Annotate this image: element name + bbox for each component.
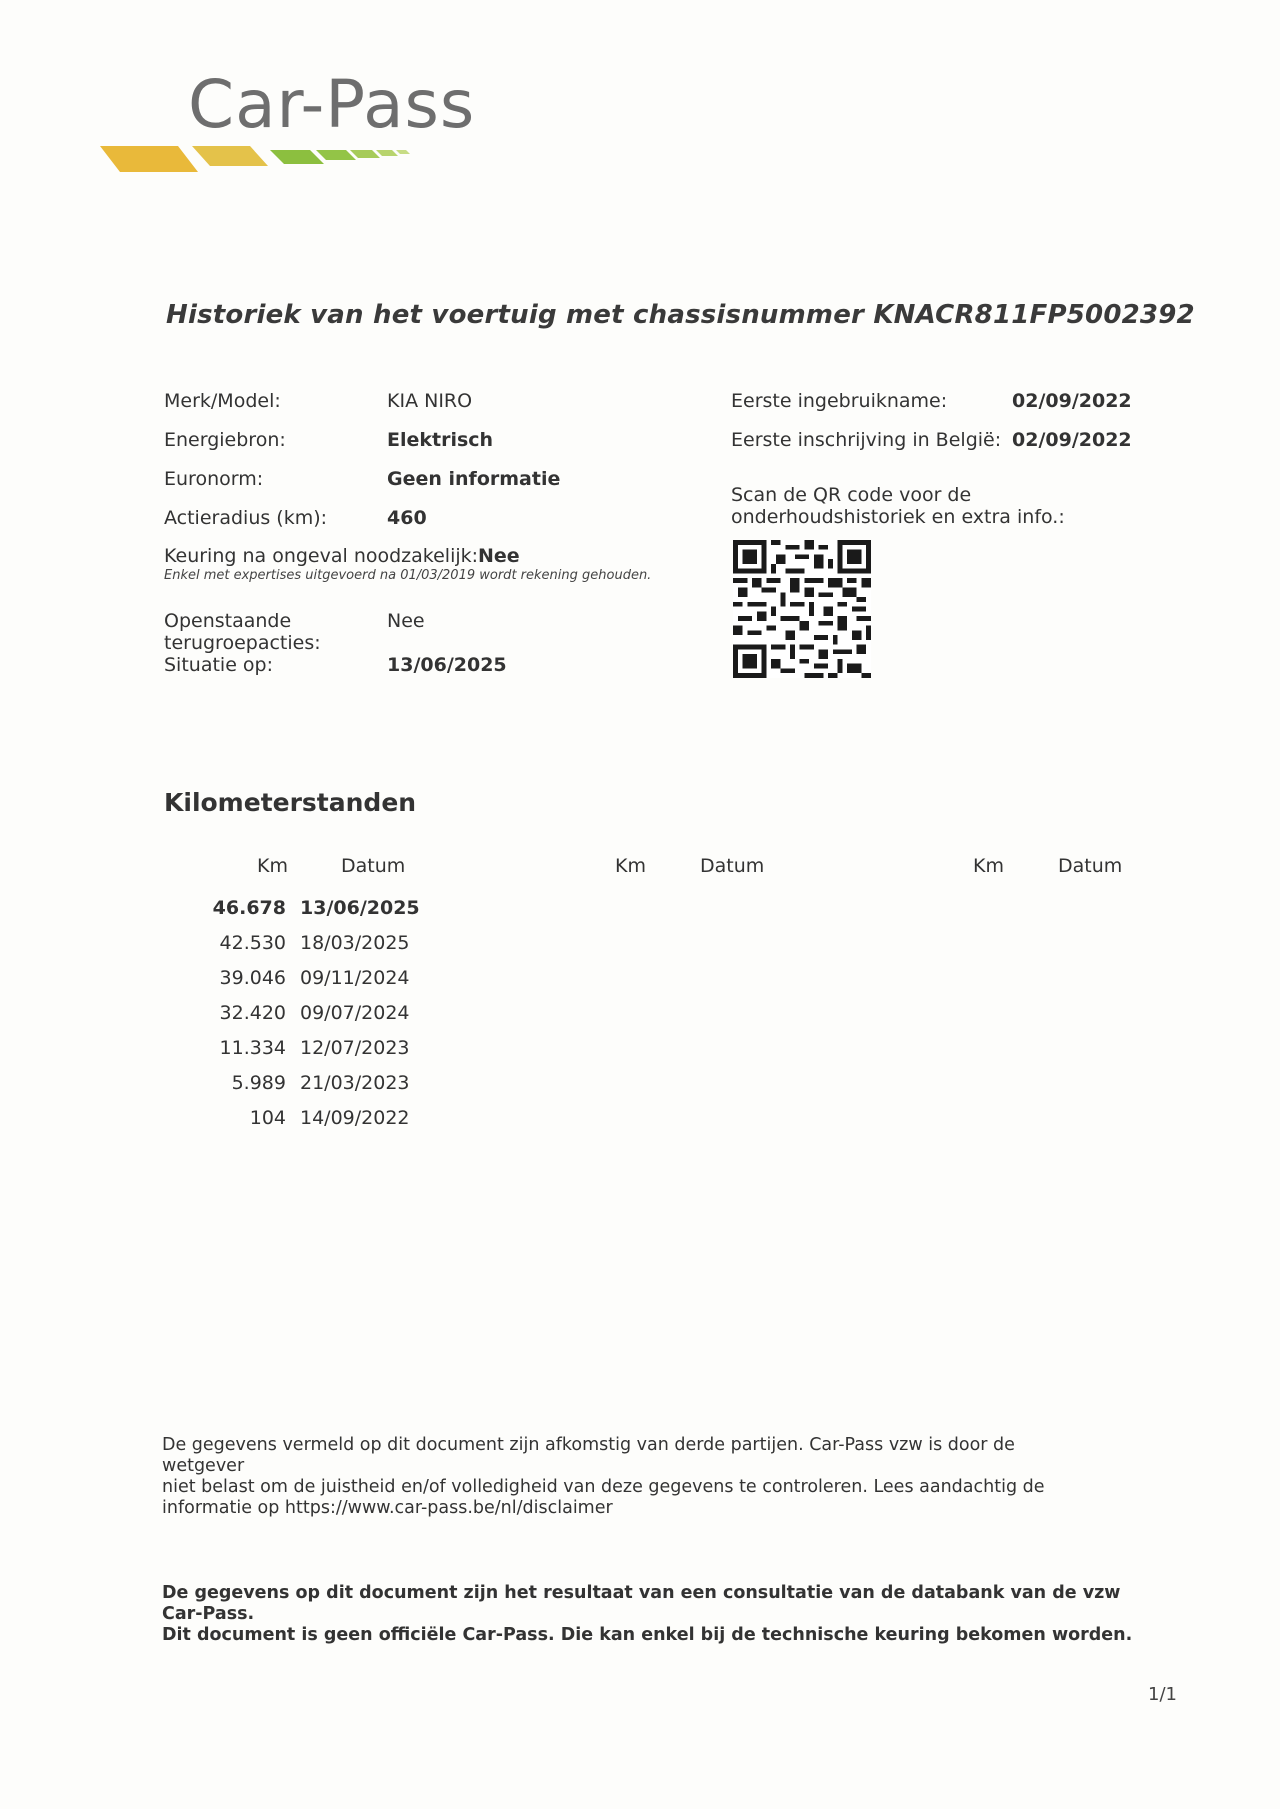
- page-title: Historiek van het voertuig met chassisnummer KNACR811FP5002392: [166, 300, 1195, 330]
- notice-line: Dit document is geen officiële Car-Pass. Die kan enkel bij de technische keuring bekomen worden.: [162, 1625, 1133, 1645]
- mileage-col-date-2: Datum: [700, 855, 765, 877]
- table-row: [176, 960, 420, 995]
- first-use-value: 02/09/2022: [1012, 390, 1132, 412]
- inspection-note: Enkel met expertises uitgevoerd na 01/03/2019 wordt rekening gehouden.: [164, 568, 652, 583]
- table-row: [176, 925, 420, 960]
- disclaimer-line: informatie op https://www.car-pass.be/nl/disclaimer: [162, 1498, 613, 1518]
- mileage-col-km-1: Km: [257, 855, 288, 877]
- page-number: 1/1: [1148, 1684, 1177, 1705]
- mileage-col-date-3: Datum: [1058, 855, 1123, 877]
- table-row: [176, 1030, 420, 1065]
- first-registration-value: 02/09/2022: [1012, 429, 1132, 451]
- mileage-date: 18/03/2025: [300, 931, 410, 954]
- table-row: [176, 1065, 420, 1100]
- mileage-date: 12/07/2023: [300, 1036, 410, 1059]
- mileage-section-title: Kilometerstanden: [164, 788, 417, 817]
- table-row: [176, 1100, 420, 1135]
- mileage-km: 46.678: [212, 896, 286, 919]
- mileage-col-date-1: Datum: [341, 855, 406, 877]
- energy-label: Energiebron:: [164, 429, 286, 451]
- mileage-date: 13/06/2025: [300, 896, 420, 919]
- mileage-km: 5.989: [231, 1071, 286, 1094]
- inspection-label: Keuring na ongeval noodzakelijk:: [164, 545, 479, 567]
- mileage-date: 21/03/2023: [300, 1071, 410, 1094]
- notice-line: De gegevens op dit document zijn het resultaat van een consultatie van de databank van de vzw Car-Pass.: [162, 1583, 1121, 1624]
- mileage-col-km-2: Km: [615, 855, 646, 877]
- mileage-col-km-3: Km: [973, 855, 1004, 877]
- euronorm-value: Geen informatie: [387, 468, 561, 490]
- range-value: 460: [387, 507, 427, 529]
- car-pass-logo-stripes-icon: [100, 142, 440, 176]
- range-label: Actieradius (km):: [164, 507, 328, 529]
- official-notice: [162, 1583, 1142, 1646]
- first-registration-label: Eerste inschrijving in België:: [731, 429, 1002, 451]
- mileage-km: 11.334: [219, 1036, 286, 1059]
- table-row: [176, 995, 420, 1030]
- first-use-label: Eerste ingebruikname:: [731, 390, 948, 412]
- disclaimer-line: De gegevens vermeld op dit document zijn afkomstig van derde partijen. Car-Pass vzw is door de wetgever: [162, 1435, 1015, 1476]
- mileage-km: 104: [249, 1106, 286, 1129]
- recalls-label-line1: Openstaande: [164, 610, 292, 632]
- mileage-km: 39.046: [219, 966, 286, 989]
- brand-model-value: KIA NIRO: [387, 390, 473, 412]
- disclaimer-line: niet belast om de juistheid en/of volledigheid van deze gegevens te controleren. Lees aandachtig de: [162, 1477, 1045, 1497]
- recalls-label-line2: terugroepacties:: [164, 632, 321, 654]
- situation-label: Situatie op:: [164, 654, 274, 676]
- qr-code-icon[interactable]: [733, 540, 871, 678]
- mileage-table: [176, 890, 420, 1135]
- qr-instruction-line1: Scan de QR code voor de: [731, 484, 972, 506]
- car-pass-logo-text: Car-Pass: [188, 66, 476, 143]
- inspection-value: Nee: [478, 545, 520, 567]
- energy-value: Elektrisch: [387, 429, 494, 451]
- recalls-value: Nee: [387, 610, 425, 632]
- euronorm-label: Euronorm:: [164, 468, 264, 490]
- mileage-km: 42.530: [219, 931, 286, 954]
- situation-value: 13/06/2025: [387, 654, 507, 676]
- table-row: [176, 890, 420, 925]
- qr-instruction-line2: onderhoudshistoriek en extra info.:: [731, 506, 1065, 528]
- mileage-date: 09/07/2024: [300, 1001, 410, 1024]
- mileage-date: 09/11/2024: [300, 966, 410, 989]
- mileage-km: 32.420: [219, 1001, 286, 1024]
- disclaimer-text: [162, 1435, 1102, 1519]
- brand-model-label: Merk/Model:: [164, 390, 281, 412]
- mileage-date: 14/09/2022: [300, 1106, 410, 1129]
